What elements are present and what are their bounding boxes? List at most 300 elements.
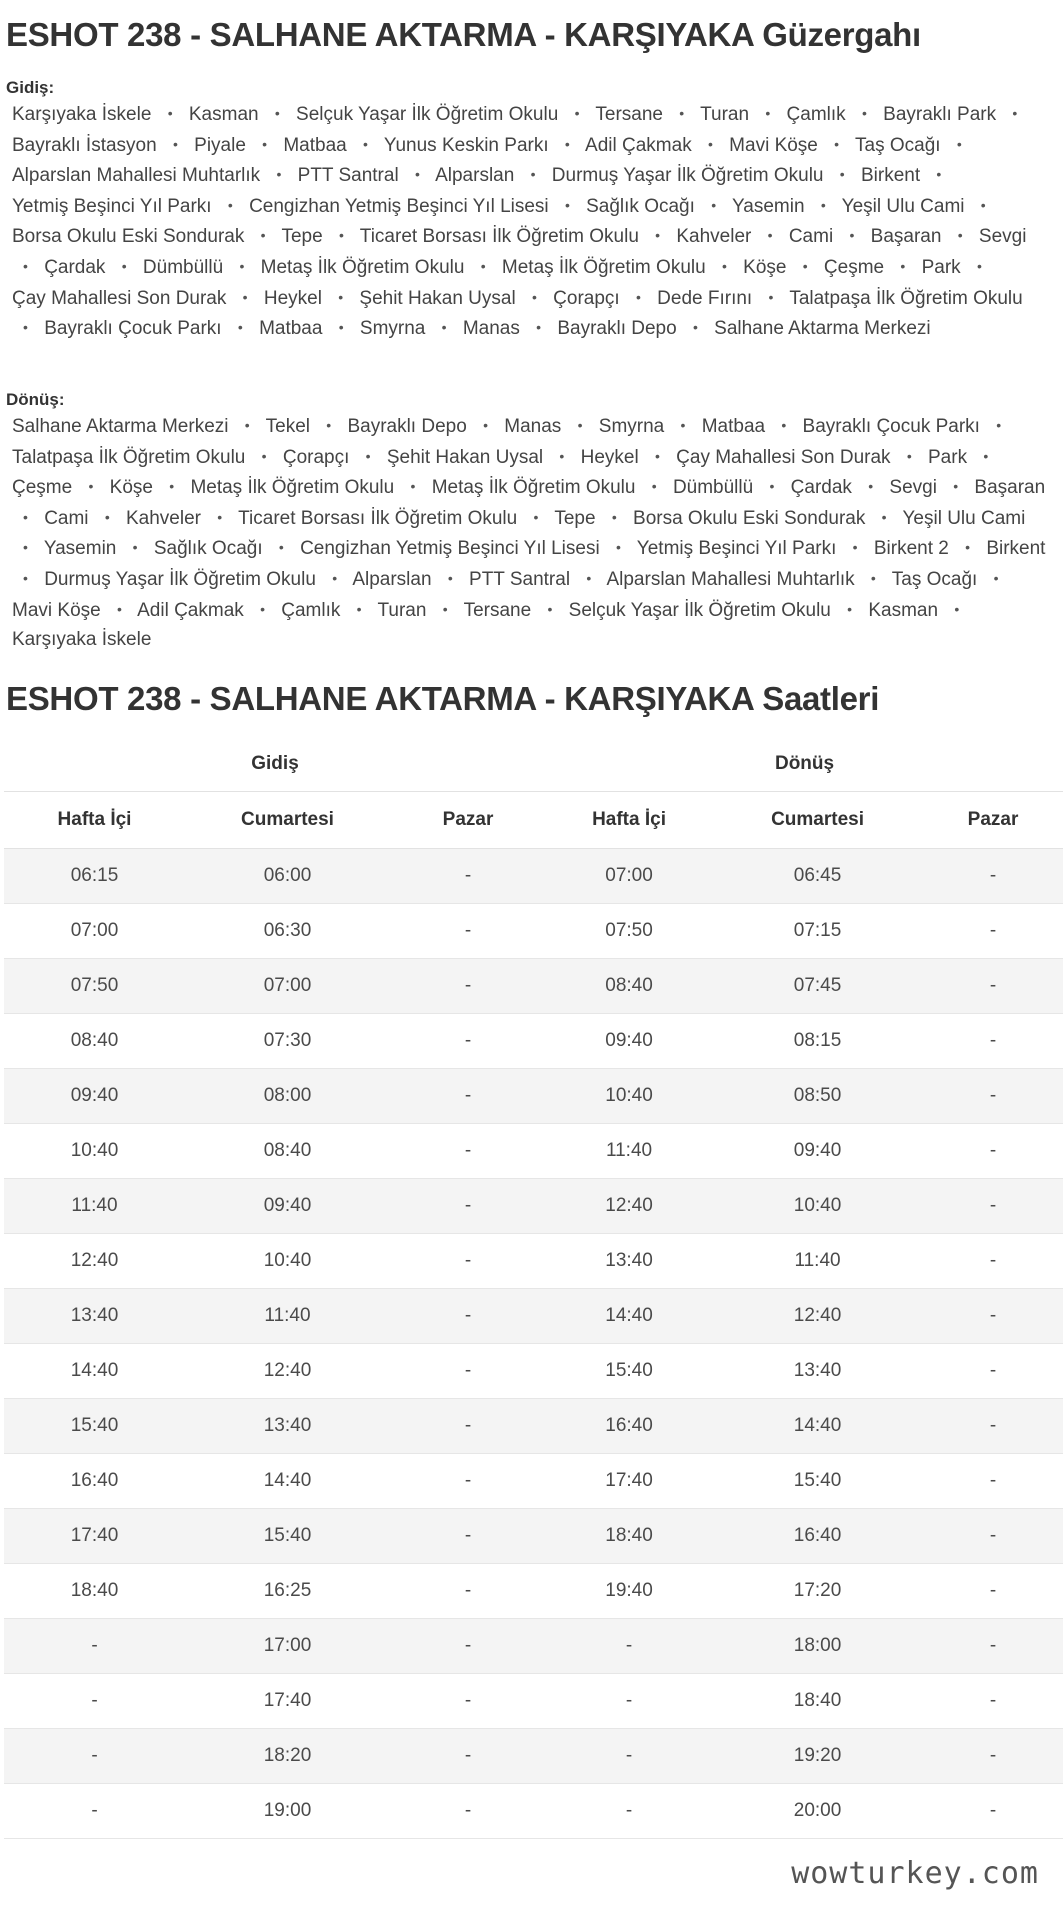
- table-cell: -: [923, 1179, 1063, 1234]
- table-cell: 18:40: [712, 1674, 923, 1729]
- stop-item: Mavi Köşe: [12, 599, 101, 621]
- table-cell: 17:20: [712, 1564, 923, 1619]
- bullet-separator: •: [410, 478, 416, 495]
- table-cell: 13:40: [4, 1289, 185, 1344]
- table-row: [4, 1619, 1063, 1674]
- table-row: [4, 904, 1063, 959]
- table-row: [4, 849, 1063, 904]
- table-row: [4, 1234, 1063, 1289]
- stop-item: Yeşil Ulu Cami: [902, 507, 1026, 529]
- table-cell: 11:40: [4, 1179, 185, 1234]
- table-cell: -: [4, 1674, 185, 1729]
- stop-item: Bayraklı Depo: [557, 318, 677, 340]
- stop-item: Birkent 2: [873, 538, 949, 560]
- table-cell: -: [390, 1124, 546, 1179]
- table-cell: -: [390, 1619, 546, 1674]
- table-cell: 15:40: [546, 1344, 712, 1399]
- table-cell: 07:50: [546, 904, 712, 959]
- table-row: [4, 1069, 1063, 1124]
- table-cell: -: [4, 1729, 185, 1784]
- donus-stop-list: [12, 411, 1052, 655]
- bullet-separator: •: [169, 478, 175, 495]
- table-cell: -: [923, 1784, 1063, 1839]
- bullet-separator: •: [547, 600, 553, 617]
- stop-item: Piyale: [194, 134, 246, 156]
- table-cell: 07:30: [185, 1014, 390, 1069]
- table-cell: 16:25: [185, 1564, 390, 1619]
- bullet-separator: •: [852, 539, 858, 556]
- table-cell: -: [923, 1619, 1063, 1674]
- table-cell: 18:40: [4, 1564, 185, 1619]
- table-cell: -: [546, 1729, 712, 1784]
- stop-item: Tekel: [265, 416, 310, 437]
- table-cell: 12:40: [4, 1234, 185, 1289]
- bullet-separator: •: [338, 319, 344, 336]
- table-cell: 16:40: [4, 1454, 185, 1509]
- table-cell: 12:40: [185, 1344, 390, 1399]
- stop-item: Kahveler: [676, 226, 752, 248]
- stop-item: Yunus Keskin Parkı: [383, 134, 549, 156]
- table-cell: -: [923, 1509, 1063, 1564]
- bullet-separator: •: [881, 508, 887, 525]
- bullet-separator: •: [654, 447, 660, 464]
- schedule-table: [4, 737, 1063, 1839]
- table-cell: 14:40: [546, 1289, 712, 1344]
- stop-item: Bayraklı Çocuk Parkı: [802, 416, 980, 437]
- table-cell: 14:40: [4, 1344, 185, 1399]
- bullet-separator: •: [577, 417, 583, 433]
- table-row: [4, 1399, 1063, 1454]
- table-cell: 07:00: [185, 959, 390, 1014]
- table-row: [4, 1454, 1063, 1509]
- stop-item: Sevgi: [978, 226, 1027, 248]
- stop-item: Çeşme: [823, 256, 885, 278]
- stop-item: Tepe: [554, 507, 596, 529]
- bullet-separator: •: [769, 478, 775, 495]
- table-cell: 15:40: [4, 1399, 185, 1454]
- bullet-separator: •: [957, 227, 963, 244]
- stop-item: Başaran: [974, 477, 1046, 499]
- stop-item: Metaş İlk Öğretim Okulu: [190, 477, 395, 499]
- bullet-separator: •: [680, 417, 686, 433]
- stop-item: Çay Mahallesi Son Durak: [12, 287, 227, 309]
- bullet-separator: •: [262, 135, 268, 152]
- bullet-separator: •: [849, 227, 855, 244]
- bullet-separator: •: [564, 196, 570, 213]
- bullet-separator: •: [483, 417, 488, 433]
- stop-item: Bayraklı İstasyon: [12, 134, 157, 156]
- table-cell: -: [390, 959, 546, 1014]
- bullet-separator: •: [441, 319, 447, 336]
- table-row: [4, 1344, 1063, 1399]
- stop-item: Karşıyaka İskele: [12, 104, 152, 125]
- table-cell: 11:40: [546, 1124, 712, 1179]
- bullet-separator: •: [274, 105, 280, 121]
- stop-item: Selçuk Yaşar İlk Öğretim Okulu: [296, 104, 559, 125]
- table-cell: -: [390, 1014, 546, 1069]
- stop-item: Taş Ocağı: [855, 134, 941, 156]
- schedule-body: [4, 849, 1063, 1839]
- table-cell: 19:40: [546, 1564, 712, 1619]
- bullet-separator: •: [260, 600, 265, 617]
- bullet-separator: •: [260, 227, 266, 244]
- bullet-separator: •: [956, 135, 962, 152]
- bullet-separator: •: [781, 417, 787, 433]
- table-row: [4, 1674, 1063, 1729]
- bullet-separator: •: [993, 569, 999, 586]
- bullet-separator: •: [242, 288, 248, 305]
- table-cell: -: [390, 1179, 546, 1234]
- stop-item: Sağlık Ocağı: [586, 195, 695, 217]
- bullet-separator: •: [707, 135, 713, 152]
- bullet-separator: •: [530, 166, 536, 183]
- stop-item: Şehit Hakan Uysal: [359, 287, 516, 309]
- table-cell: 16:40: [546, 1399, 712, 1454]
- table-cell: 18:20: [185, 1729, 390, 1784]
- stop-item: Selçuk Yaşar İlk Öğretim Okulu: [568, 599, 831, 621]
- col-header-gidis-pazar: Pazar: [390, 792, 546, 849]
- bullet-separator: •: [768, 288, 774, 305]
- table-cell: -: [923, 1124, 1063, 1179]
- table-cell: -: [390, 1069, 546, 1124]
- stop-item: Köşe: [109, 477, 153, 499]
- stop-item: Borsa Okulu Eski Sondurak: [633, 507, 866, 529]
- col-header-gidis-cumartesi: Cumartesi: [185, 792, 390, 849]
- table-cell: 07:45: [712, 959, 923, 1014]
- table-cell: 07:00: [4, 904, 185, 959]
- bullet-separator: •: [870, 569, 876, 586]
- stop-item: Durmuş Yaşar İlk Öğretim Okulu: [44, 568, 316, 590]
- table-cell: 18:00: [712, 1619, 923, 1674]
- stop-item: PTT Santral: [469, 568, 571, 590]
- table-cell: 10:40: [4, 1124, 185, 1179]
- stop-item: Çorapçı: [282, 446, 350, 468]
- stop-item: PTT Santral: [297, 165, 399, 187]
- bullet-separator: •: [276, 166, 282, 183]
- bullet-separator: •: [172, 135, 178, 152]
- stop-item: Taş Ocağı: [891, 568, 978, 590]
- col-header-donus-hafta-ici: Hafta İçi: [546, 792, 712, 849]
- bullet-separator: •: [976, 257, 982, 274]
- stop-item: Alparslan Mahallesi Muhtarlık: [12, 165, 261, 187]
- table-cell: 14:40: [185, 1454, 390, 1509]
- table-cell: -: [546, 1784, 712, 1839]
- table-cell: -: [4, 1619, 185, 1674]
- table-cell: 10:40: [546, 1069, 712, 1124]
- col-header-donus-cumartesi: Cumartesi: [712, 792, 923, 849]
- bullet-separator: •: [116, 600, 122, 617]
- stop-item: Bayraklı Çocuk Parkı: [44, 318, 222, 340]
- bullet-separator: •: [765, 105, 771, 121]
- bullet-separator: •: [954, 600, 960, 617]
- stop-item: Köşe: [743, 256, 787, 278]
- bullet-separator: •: [447, 569, 453, 586]
- table-cell: 17:40: [4, 1509, 185, 1564]
- stop-item: Cengizhan Yetmiş Beşinci Yıl Lisesi: [249, 195, 549, 217]
- bullet-separator: •: [278, 539, 284, 556]
- stop-item: Talatpaşa İlk Öğretim Okulu: [789, 287, 1023, 309]
- table-cell: 19:00: [185, 1784, 390, 1839]
- stop-item: Heykel: [580, 446, 639, 468]
- stop-item: Borsa Okulu Eski Sondurak: [12, 226, 245, 248]
- bullet-separator: •: [332, 569, 338, 586]
- table-cell: 08:00: [185, 1069, 390, 1124]
- table-cell: 17:00: [185, 1619, 390, 1674]
- group-header-gidis: Gidiş: [4, 737, 546, 792]
- bullet-separator: •: [1012, 105, 1018, 121]
- stop-item: Cengizhan Yetmiş Beşinci Yıl Lisesi: [300, 538, 600, 560]
- table-cell: 13:40: [546, 1234, 712, 1289]
- table-cell: -: [390, 1344, 546, 1399]
- table-row: [4, 1289, 1063, 1344]
- bullet-separator: •: [679, 105, 685, 121]
- stop-item: Metaş İlk Öğretim Okulu: [260, 256, 465, 278]
- watermark: wowturkey.com: [791, 1856, 1039, 1891]
- stop-item: Ticaret Borsası İlk Öğretim Okulu: [359, 226, 639, 248]
- table-cell: 14:40: [712, 1399, 923, 1454]
- bullet-separator: •: [244, 417, 250, 433]
- table-cell: 08:40: [185, 1124, 390, 1179]
- bullet-separator: •: [611, 508, 617, 525]
- donus-label: Dönüş:: [6, 390, 65, 409]
- stop-item: Şehit Hakan Uysal: [386, 446, 544, 468]
- table-cell: 11:40: [712, 1234, 923, 1289]
- bullet-separator: •: [651, 478, 657, 495]
- bullet-separator: •: [104, 508, 110, 525]
- bullet-separator: •: [711, 196, 717, 213]
- stop-item: Karşıyaka İskele: [12, 629, 152, 651]
- table-cell: 17:40: [546, 1454, 712, 1509]
- stop-item: Çeşme: [12, 477, 73, 499]
- bullet-separator: •: [564, 135, 570, 152]
- stop-item: Alparslan: [352, 568, 432, 590]
- table-cell: -: [390, 904, 546, 959]
- bullet-separator: •: [480, 257, 486, 274]
- stop-item: Salhane Aktarma Merkezi: [714, 318, 931, 340]
- table-cell: 09:40: [185, 1179, 390, 1234]
- stop-item: Çamlık: [786, 104, 846, 125]
- stop-item: Yetmiş Beşinci Yıl Parkı: [12, 195, 212, 217]
- bullet-separator: •: [983, 447, 989, 464]
- stop-item: Birkent: [860, 165, 921, 187]
- table-row: [4, 1784, 1063, 1839]
- bullet-separator: •: [88, 478, 94, 495]
- table-cell: -: [546, 1619, 712, 1674]
- bullet-separator: •: [121, 257, 127, 274]
- stop-item: Başaran: [870, 226, 942, 248]
- stop-item: Mavi Köşe: [729, 134, 818, 156]
- table-cell: -: [923, 1234, 1063, 1289]
- table-cell: 11:40: [185, 1289, 390, 1344]
- table-cell: 13:40: [185, 1399, 390, 1454]
- bullet-separator: •: [533, 508, 539, 525]
- bullet-separator: •: [847, 600, 853, 617]
- bullet-separator: •: [338, 288, 344, 305]
- table-cell: 10:40: [712, 1179, 923, 1234]
- bullet-separator: •: [980, 196, 986, 213]
- table-cell: 06:15: [4, 849, 185, 904]
- schedule-title: ESHOT 238 - SALHANE AKTARMA - KARŞIYAKA Saatleri: [6, 680, 880, 717]
- stop-item: Cami: [44, 507, 89, 529]
- table-row: [4, 1509, 1063, 1564]
- bullet-separator: •: [615, 539, 621, 556]
- stop-item: Çardak: [790, 477, 852, 499]
- table-cell: 09:40: [546, 1014, 712, 1069]
- table-row: [4, 959, 1063, 1014]
- table-row: [4, 1564, 1063, 1619]
- bullet-separator: •: [559, 447, 565, 464]
- col-header-donus-pazar: Pazar: [923, 792, 1063, 849]
- table-cell: 08:40: [546, 959, 712, 1014]
- table-cell: 09:40: [712, 1124, 923, 1179]
- bullet-separator: •: [635, 288, 641, 305]
- col-header-gidis-hafta-ici: Hafta İçi: [4, 792, 185, 849]
- table-cell: 07:00: [546, 849, 712, 904]
- stop-item: Adil Çakmak: [585, 134, 692, 156]
- stop-item: Salhane Aktarma Merkezi: [12, 416, 229, 437]
- stop-item: Matbaa: [259, 318, 323, 340]
- table-cell: -: [546, 1674, 712, 1729]
- stop-item: Alparslan Mahallesi Muhtarlık: [606, 568, 855, 590]
- bullet-separator: •: [217, 508, 223, 525]
- stop-item: Matbaa: [701, 416, 766, 437]
- stop-item: Adil Çakmak: [137, 599, 244, 621]
- table-cell: -: [923, 1289, 1063, 1344]
- stop-item: Kahveler: [126, 507, 201, 529]
- bullet-separator: •: [767, 227, 773, 244]
- bullet-separator: •: [861, 105, 867, 121]
- stop-item: Durmuş Yaşar İlk Öğretim Okulu: [551, 165, 824, 187]
- stop-item: Manas: [504, 416, 562, 437]
- bullet-separator: •: [23, 319, 28, 336]
- bullet-separator: •: [338, 227, 344, 244]
- bullet-separator: •: [132, 539, 138, 556]
- stop-item: Smyrna: [598, 416, 665, 437]
- stop-item: Turan: [700, 104, 750, 125]
- bullet-separator: •: [23, 508, 28, 525]
- bullet-separator: •: [721, 257, 727, 274]
- bullet-separator: •: [574, 105, 580, 121]
- table-cell: 15:40: [712, 1454, 923, 1509]
- bullet-separator: •: [23, 257, 28, 274]
- stop-item: Birkent: [986, 538, 1046, 560]
- table-cell: -: [390, 1289, 546, 1344]
- bullet-separator: •: [531, 288, 537, 305]
- stop-item: Park: [921, 256, 961, 278]
- table-cell: 08:15: [712, 1014, 923, 1069]
- table-cell: 07:15: [712, 904, 923, 959]
- bullet-separator: •: [802, 257, 808, 274]
- table-cell: 06:30: [185, 904, 390, 959]
- stop-item: Metaş İlk Öğretim Okulu: [431, 477, 636, 499]
- stop-item: Çorapçı: [553, 287, 620, 309]
- table-cell: 19:20: [712, 1729, 923, 1784]
- stop-item: Ticaret Borsası İlk Öğretim Okulu: [238, 507, 518, 529]
- table-cell: 15:40: [185, 1509, 390, 1564]
- table-cell: -: [923, 1729, 1063, 1784]
- table-cell: 08:40: [4, 1014, 185, 1069]
- gidis-stop-list: [12, 99, 1052, 344]
- table-cell: -: [390, 1729, 546, 1784]
- bullet-separator: •: [414, 166, 420, 183]
- bullet-separator: •: [834, 135, 840, 152]
- gidis-label: Gidiş:: [6, 78, 55, 97]
- stop-item: Smyrna: [359, 318, 426, 340]
- stop-item: Turan: [377, 599, 427, 621]
- table-cell: -: [4, 1784, 185, 1839]
- stop-item: Bayraklı Park: [883, 104, 997, 125]
- stop-item: Yasemin: [732, 195, 805, 217]
- table-row: [4, 1124, 1063, 1179]
- table-row: [4, 1729, 1063, 1784]
- table-cell: 08:50: [712, 1069, 923, 1124]
- stop-item: Dümbüllü: [672, 477, 754, 499]
- table-cell: 12:40: [546, 1179, 712, 1234]
- bullet-separator: •: [868, 478, 874, 495]
- stop-item: Park: [928, 446, 968, 468]
- bullet-separator: •: [442, 600, 448, 617]
- stop-item: Matbaa: [283, 134, 347, 156]
- table-cell: 17:40: [185, 1674, 390, 1729]
- bullet-separator: •: [906, 447, 912, 464]
- table-cell: -: [923, 1454, 1063, 1509]
- bullet-separator: •: [237, 319, 243, 336]
- table-cell: -: [923, 1674, 1063, 1729]
- table-cell: -: [390, 1784, 546, 1839]
- table-cell: 09:40: [4, 1069, 185, 1124]
- bullet-separator: •: [936, 166, 942, 183]
- bullet-separator: •: [356, 600, 362, 617]
- bullet-separator: •: [953, 478, 959, 495]
- stop-item: Manas: [462, 318, 520, 340]
- bullet-separator: •: [996, 417, 1002, 433]
- bullet-separator: •: [23, 569, 28, 586]
- stop-item: Yasemin: [43, 538, 117, 560]
- stop-item: Sevgi: [889, 477, 937, 499]
- table-cell: -: [923, 1564, 1063, 1619]
- stop-item: Cami: [788, 226, 834, 248]
- bullet-separator: •: [167, 105, 173, 121]
- table-cell: -: [923, 904, 1063, 959]
- bullet-separator: •: [692, 319, 698, 336]
- bullet-separator: •: [586, 569, 592, 586]
- stop-item: Talatpaşa İlk Öğretim Okulu: [12, 446, 246, 468]
- bullet-separator: •: [261, 447, 267, 464]
- table-cell: -: [390, 1234, 546, 1289]
- stop-item: Dede Fırını: [657, 287, 753, 309]
- table-cell: -: [923, 1014, 1063, 1069]
- bullet-separator: •: [23, 539, 28, 556]
- route-title: ESHOT 238 - SALHANE AKTARMA - KARŞIYAKA Güzergahı: [6, 16, 921, 53]
- table-cell: 16:40: [712, 1509, 923, 1564]
- table-row: [4, 1179, 1063, 1234]
- stop-item: Sağlık Ocağı: [153, 538, 263, 560]
- table-cell: 07:50: [4, 959, 185, 1014]
- table-cell: -: [390, 1674, 546, 1729]
- stop-item: Metaş İlk Öğretim Okulu: [501, 256, 706, 278]
- table-cell: 06:00: [185, 849, 390, 904]
- bullet-separator: •: [839, 166, 845, 183]
- stop-item: Heykel: [263, 287, 322, 309]
- bullet-separator: •: [227, 196, 233, 213]
- table-cell: 10:40: [185, 1234, 390, 1289]
- stop-item: Tersane: [595, 104, 664, 125]
- table-cell: 20:00: [712, 1784, 923, 1839]
- table-cell: -: [923, 1069, 1063, 1124]
- table-cell: -: [923, 849, 1063, 904]
- table-cell: -: [390, 1399, 546, 1454]
- group-header-donus: Dönüş: [546, 737, 1063, 792]
